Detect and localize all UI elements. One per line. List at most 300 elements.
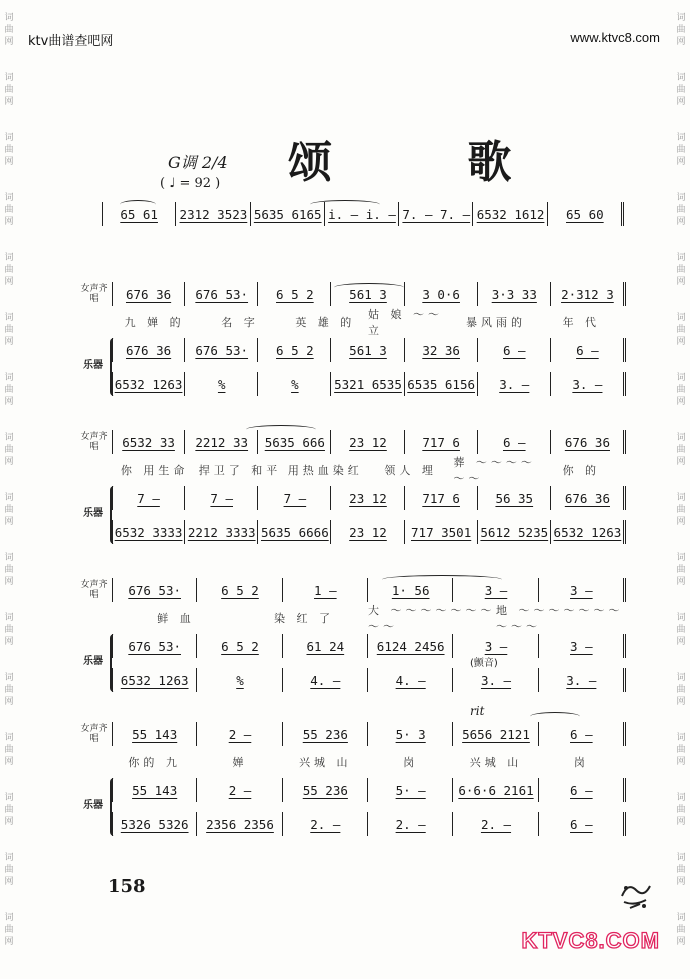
measure: 6532 3333 [114, 524, 183, 540]
watermark-cell [674, 480, 688, 540]
watermark-glyph: 曲 [4, 744, 14, 755]
song-title: 颂 歌 [288, 137, 572, 188]
watermark-glyph: 词 [4, 792, 14, 803]
measure: 2 — [228, 782, 252, 798]
watermark-glyph: 曲 [676, 84, 686, 95]
barline [550, 338, 551, 362]
band-staff-lower [112, 666, 624, 694]
lyric: 姑 娘 ～～ 立 [368, 308, 443, 337]
watermark-cell [674, 60, 688, 120]
band-brace [110, 486, 118, 544]
barline [477, 282, 478, 306]
watermark-glyph: 词 [676, 252, 686, 263]
measure: 4. — [310, 672, 341, 688]
watermark-glyph: 曲 [4, 84, 14, 95]
measure: 55 236 [302, 782, 348, 798]
measure: 3 — [484, 582, 508, 598]
measure: 6535 6156 [407, 376, 475, 392]
watermark-glyph: 词 [4, 552, 14, 563]
barline [196, 578, 197, 602]
watermark-glyph: 词 [676, 792, 686, 803]
measure: 676 53· [195, 342, 249, 358]
ritardando-mark: rit [470, 704, 485, 718]
slur-mark [382, 575, 502, 584]
measure: 6 — [570, 726, 593, 742]
measure: 6 5 2 [221, 582, 259, 598]
watermark-cell [674, 300, 688, 360]
watermark-cell [674, 420, 688, 480]
watermark-glyph: 网 [676, 36, 686, 47]
barline [452, 668, 453, 692]
measure: 55 143 [132, 782, 178, 798]
voice-label: 女声齐唱 [80, 724, 108, 744]
barline [538, 668, 539, 692]
barline [257, 372, 258, 396]
barline [184, 338, 185, 362]
watermark-glyph: 词 [676, 852, 686, 863]
measure: 561 3 [349, 286, 387, 302]
barline [550, 282, 551, 306]
watermark-glyph: 曲 [4, 804, 14, 815]
barline [282, 722, 283, 746]
barline [623, 486, 626, 510]
barline [623, 722, 626, 746]
watermark-glyph: 词 [676, 612, 686, 623]
watermark-glyph: 曲 [4, 864, 14, 875]
watermark-glyph: 网 [676, 936, 686, 947]
lyric: 英 雄 的 [295, 316, 356, 329]
barline [550, 430, 551, 454]
lyric: 兴城 山 [299, 756, 352, 769]
band-staff-upper [112, 484, 624, 512]
barline [477, 338, 478, 362]
watermark-glyph: 词 [676, 12, 686, 23]
barline [538, 812, 539, 836]
barline [623, 668, 626, 692]
barline [184, 520, 185, 544]
measure: 3 0·6 [422, 286, 460, 302]
barline [623, 634, 626, 658]
watermark-glyph: 词 [676, 132, 686, 143]
watermark-glyph: 网 [4, 336, 14, 347]
lyric: 领人 埋 [384, 464, 437, 477]
barline [404, 430, 405, 454]
watermark-right [674, 0, 688, 960]
watermark-glyph: 曲 [676, 504, 686, 515]
barline [538, 722, 539, 746]
watermark-glyph: 曲 [4, 264, 14, 275]
band-staff-lower [112, 370, 624, 398]
measure: 3·3 33 [491, 286, 537, 302]
watermark-glyph: 网 [4, 216, 14, 227]
barline [472, 202, 473, 226]
watermark-glyph: 网 [676, 276, 686, 287]
measure: 676 36 [125, 342, 172, 358]
barline [623, 578, 626, 602]
measure: 7. — 7. — [402, 206, 471, 222]
watermark-cell [674, 840, 688, 900]
barline [184, 486, 185, 510]
watermark-glyph: 词 [4, 72, 14, 83]
measure: 6 — [502, 342, 526, 358]
measure: 6 — [576, 342, 599, 358]
barline [367, 668, 368, 692]
slur-mark [310, 200, 380, 209]
measure: 717 6 [422, 490, 460, 506]
watermark-glyph: 曲 [676, 684, 686, 695]
barline [330, 430, 331, 454]
measure: 7 — [210, 490, 233, 506]
watermark-glyph: 曲 [676, 204, 686, 215]
measure: 65 60 [566, 206, 604, 222]
barline [184, 372, 185, 396]
barline [257, 486, 258, 510]
watermark-glyph: 词 [676, 492, 686, 503]
measure: 55 143 [132, 726, 178, 742]
lyric: 兴城 山 [469, 756, 523, 769]
barline [112, 578, 113, 602]
watermark-cell [674, 900, 688, 960]
measure: % [291, 376, 299, 392]
watermark-cell [2, 300, 16, 360]
watermark-cell [2, 900, 16, 960]
lyric: 你的 九 [128, 756, 181, 769]
measure: 3. — [572, 376, 603, 392]
watermark-glyph: 词 [4, 612, 14, 623]
watermark-glyph: 网 [676, 396, 686, 407]
measure: 5656 2121 [462, 726, 530, 742]
measure: 65 61 [120, 206, 158, 222]
lyrics-line [112, 604, 624, 633]
measure: 61 24 [306, 638, 345, 654]
lyric: 地 ～～～～～～～～～～ [496, 604, 624, 633]
watermark-glyph: 词 [4, 432, 14, 443]
measure: 6 5 2 [221, 638, 259, 654]
band-brace [110, 634, 118, 692]
watermark-glyph: 网 [676, 756, 686, 767]
watermark-glyph: 曲 [4, 924, 14, 935]
lyrics-line [112, 456, 624, 485]
watermark-glyph: 网 [4, 156, 14, 167]
watermark-glyph: 词 [4, 252, 14, 263]
barline [550, 520, 551, 544]
barline [404, 486, 405, 510]
watermark-glyph: 网 [4, 756, 14, 767]
measure: 2. — [480, 816, 512, 832]
watermark-cell [2, 60, 16, 120]
barline [330, 338, 331, 362]
measure: % [236, 672, 244, 688]
lyrics-line [112, 308, 624, 337]
measure: 6532 33 [122, 434, 175, 450]
watermark-glyph: 曲 [4, 324, 14, 335]
measure: 2·312 3 [561, 286, 614, 302]
measure: 6 5 2 [276, 342, 314, 358]
watermark-cell [2, 660, 16, 720]
watermark-cell [2, 240, 16, 300]
watermark-cell [2, 420, 16, 480]
footer-logo: KTVC8.COM [521, 928, 660, 953]
lyric: 捍卫了 和平 [198, 464, 282, 477]
measure: 561 3 [349, 342, 387, 358]
barline [367, 634, 368, 658]
slur-mark [120, 200, 156, 209]
watermark-glyph: 词 [4, 852, 14, 863]
watermark-glyph: 曲 [4, 384, 14, 395]
watermark-glyph: 网 [676, 456, 686, 467]
lyric: 染 红 了 [274, 612, 334, 625]
measure: 1 — [314, 582, 337, 598]
watermark-glyph: 网 [4, 936, 14, 947]
measure: 23 12 [349, 524, 387, 540]
watermark-glyph: 网 [676, 816, 686, 827]
watermark-cell [674, 120, 688, 180]
measure: 6 — [570, 782, 593, 798]
barline [184, 430, 185, 454]
watermark-glyph: 曲 [676, 144, 686, 155]
barline [621, 202, 624, 226]
measure: 5326 5326 [120, 816, 189, 832]
band-brace [110, 778, 118, 836]
watermark-glyph: 曲 [4, 684, 14, 695]
watermark-left [2, 0, 16, 960]
barline [477, 430, 478, 454]
watermark-glyph: 网 [676, 96, 686, 107]
watermark-glyph: 词 [4, 912, 14, 923]
barline [623, 372, 626, 396]
measure: 6·6·6 2161 [458, 782, 534, 798]
watermark-cell [674, 0, 688, 60]
watermark-cell [2, 720, 16, 780]
page-number: 158 [108, 876, 146, 897]
barline [282, 634, 283, 658]
barline [282, 778, 283, 802]
site-url: www.ktvc8.com [570, 30, 660, 45]
band-label: 乐器 [83, 656, 103, 667]
measure: 23 12 [349, 434, 387, 450]
barline [282, 578, 283, 602]
scribble-stamp-icon [616, 876, 656, 912]
watermark-glyph: 网 [676, 516, 686, 527]
barline [623, 338, 626, 362]
measure: 4. — [395, 672, 426, 688]
barline [175, 202, 176, 226]
barline [257, 520, 258, 544]
voice-label: 女声齐唱 [80, 284, 108, 304]
watermark-glyph: 词 [4, 12, 14, 23]
watermark-cell [674, 240, 688, 300]
watermark-glyph: 词 [676, 372, 686, 383]
watermark-cell [2, 180, 16, 240]
band-note: (颤音) [470, 658, 498, 669]
voice-staff [112, 428, 624, 456]
lyric: 鲜 血 [157, 612, 195, 625]
slur-mark [530, 712, 580, 721]
lyric: 大 ～～～～～～～～～ [368, 604, 496, 633]
measure: 6532 1263 [114, 376, 183, 392]
measure: 6532 1612 [476, 206, 545, 222]
measure: i. — i. — [328, 206, 396, 222]
slur-mark [334, 283, 404, 292]
measure: 2212 33 [195, 434, 249, 450]
measure: 2312 3523 [179, 206, 248, 222]
barline [102, 202, 103, 226]
watermark-glyph: 网 [676, 696, 686, 707]
watermark-glyph: 曲 [4, 144, 14, 155]
barline [112, 722, 113, 746]
measure: 2. — [310, 816, 341, 832]
barline [367, 812, 368, 836]
watermark-glyph: 曲 [4, 564, 14, 575]
watermark-glyph: 曲 [676, 324, 686, 335]
measure: 6 — [502, 434, 526, 450]
measure: 5· — [395, 782, 426, 798]
measure: 1· 56 [391, 582, 430, 598]
barline [330, 520, 331, 544]
barline [184, 282, 185, 306]
watermark-glyph: 网 [4, 36, 14, 47]
measure: 5321 6535 [334, 376, 402, 392]
barline [404, 282, 405, 306]
measure: 2356 2356 [206, 816, 274, 832]
barline [330, 486, 331, 510]
barline [477, 486, 478, 510]
measure: 7 — [137, 490, 160, 506]
measure: 3. — [499, 376, 530, 392]
watermark-glyph: 曲 [676, 624, 686, 635]
band-staff-lower [112, 810, 624, 838]
lyric: 你 用生命 [120, 464, 189, 477]
watermark-glyph: 网 [4, 456, 14, 467]
barline [112, 430, 113, 454]
barline [550, 486, 551, 510]
lyrics-line [112, 752, 624, 772]
measure: 5612 5235 [480, 524, 549, 540]
watermark-cell [2, 780, 16, 840]
watermark-cell [674, 180, 688, 240]
watermark-glyph: 词 [676, 432, 686, 443]
watermark-glyph: 网 [676, 156, 686, 167]
watermark-glyph: 曲 [676, 24, 686, 35]
barline [282, 812, 283, 836]
watermark-glyph: 网 [4, 876, 14, 887]
barline [257, 338, 258, 362]
band-staff-upper [112, 336, 624, 364]
barline [398, 202, 399, 226]
measure: 717 3501 [411, 524, 472, 540]
measure: 676 36 [125, 286, 172, 302]
measure: 5635 666 [264, 434, 325, 450]
barline [477, 520, 478, 544]
lyric: 葬 ～～～～～～ [453, 456, 536, 485]
barline [623, 430, 626, 454]
measure: 676 53· [195, 286, 249, 302]
watermark-glyph: 曲 [676, 264, 686, 275]
barline [196, 722, 197, 746]
measure: 2212 3333 [187, 524, 256, 540]
key-signature: G调 2/4 [168, 153, 228, 172]
band-brace [110, 338, 118, 396]
watermark-glyph: 网 [676, 576, 686, 587]
measure: 717 6 [422, 434, 460, 450]
measure: 3 — [570, 582, 593, 598]
band-staff-lower [112, 518, 624, 546]
barline [538, 634, 539, 658]
barline [538, 778, 539, 802]
barline [452, 722, 453, 746]
measure: 6 5 2 [276, 286, 314, 302]
measure: 6 — [570, 816, 593, 832]
measure: % [217, 376, 226, 392]
band-label: 乐器 [83, 360, 103, 371]
barline [250, 202, 251, 226]
watermark-glyph: 词 [676, 672, 686, 683]
watermark-glyph: 网 [676, 876, 686, 887]
barline [112, 282, 113, 306]
measure: 7 — [283, 490, 307, 506]
barline [623, 520, 626, 544]
watermark-glyph: 网 [4, 276, 14, 287]
watermark-glyph: 词 [676, 312, 686, 323]
barline [257, 282, 258, 306]
lyric: 婵 [232, 756, 248, 769]
watermark-cell [2, 360, 16, 420]
measure: 5· 3 [395, 726, 426, 742]
lyric: 你 的 [562, 464, 601, 477]
barline [367, 778, 368, 802]
barline [452, 778, 453, 802]
watermark-glyph: 曲 [4, 204, 14, 215]
barline [623, 812, 626, 836]
measure: 2 — [228, 726, 252, 742]
lyric: 九 婵 的 [124, 316, 185, 329]
band-label: 乐器 [83, 800, 103, 811]
measure: 3. — [566, 672, 597, 688]
barline [196, 668, 197, 692]
watermark-cell [674, 780, 688, 840]
slur-mark [246, 425, 316, 434]
watermark-glyph: 网 [676, 636, 686, 647]
watermark-glyph: 词 [676, 732, 686, 743]
watermark-glyph: 曲 [676, 384, 686, 395]
measure: 5635 6165 [253, 206, 322, 222]
watermark-cell [2, 120, 16, 180]
watermark-glyph: 曲 [676, 444, 686, 455]
watermark-glyph: 词 [4, 372, 14, 383]
barline [550, 372, 551, 396]
watermark-glyph: 曲 [4, 504, 14, 515]
watermark-glyph: 网 [4, 516, 14, 527]
watermark-glyph: 网 [4, 636, 14, 647]
lyric: 暴风雨的 [465, 316, 526, 329]
watermark-cell [674, 720, 688, 780]
watermark-cell [2, 0, 16, 60]
lyric: 岗 [403, 756, 419, 769]
voice-label: 女声齐唱 [80, 432, 108, 452]
lyric: 年 代 [562, 316, 601, 329]
barline [196, 778, 197, 802]
watermark-cell [674, 360, 688, 420]
measure: 3 — [484, 638, 508, 654]
barline [404, 520, 405, 544]
watermark-glyph: 网 [4, 696, 14, 707]
watermark-cell [674, 600, 688, 660]
watermark-glyph: 网 [4, 816, 14, 827]
measure: 676 36 [564, 434, 610, 450]
measure: 2. — [395, 816, 426, 832]
watermark-glyph: 曲 [676, 924, 686, 935]
watermark-glyph: 曲 [676, 864, 686, 875]
